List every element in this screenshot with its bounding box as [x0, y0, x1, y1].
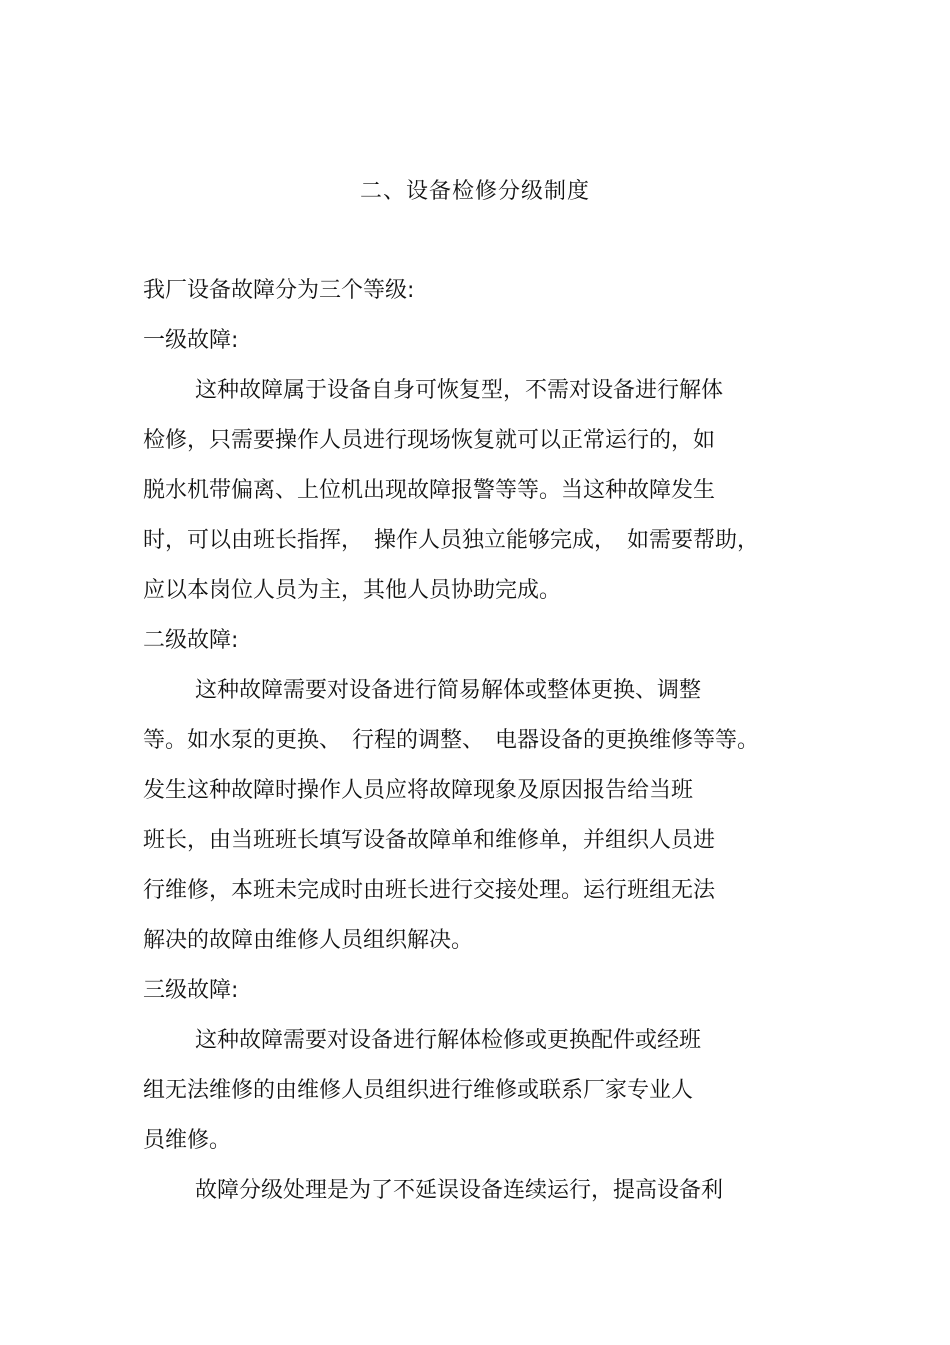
level-one-heading: 一级故障:	[143, 328, 239, 353]
level-two-paragraph-line: 等。如水泵的更换、 行程的调整、 电器设备的更换维修等等。	[143, 728, 760, 753]
document-body	[143, 275, 793, 1225]
level-two-paragraph-line: 解决的故障由维修人员组织解决。	[143, 928, 474, 953]
level-one-paragraph-line: 应以本岗位人员为主，其他人员协助完成。	[143, 578, 562, 603]
level-two-heading: 二级故障:	[143, 628, 239, 653]
level-three-paragraph-line: 这种故障需要对设备进行解体检修或更换配件或经班	[195, 1028, 702, 1053]
intro-line: 我厂设备故障分为三个等级:	[143, 278, 415, 303]
level-one-paragraph-line: 这种故障属于设备自身可恢复型，不需对设备进行解体	[195, 378, 724, 403]
level-one-paragraph-line: 时，可以由班长指挥， 操作人员独立能够完成， 如需要帮助，	[143, 528, 760, 553]
level-one-paragraph-line: 检修，只需要操作人员进行现场恢复就可以正常运行的，如	[143, 428, 716, 453]
level-two-paragraph-line: 发生这种故障时操作人员应将故障现象及原因报告给当班	[143, 778, 694, 803]
page-title: 二、设备检修分级制度	[359, 179, 590, 204]
level-three-heading: 三级故障:	[143, 978, 239, 1003]
level-three-paragraph-line: 员维修。	[143, 1128, 232, 1153]
level-two-paragraph-line: 行维修，本班未完成时由班长进行交接处理。运行班组无法	[143, 878, 716, 903]
level-three-paragraph-line: 组无法维修的由维修人员组织进行维修或联系厂家专业人	[143, 1078, 694, 1103]
level-two-paragraph-line: 班长，由当班班长填写设备故障单和维修单，并组织人员进	[143, 828, 716, 853]
summary-paragraph-line: 故障分级处理是为了不延误设备连续运行，提高设备利	[195, 1178, 724, 1203]
level-two-paragraph-line: 这种故障需要对设备进行简易解体或整体更换、调整	[195, 678, 702, 703]
level-one-paragraph-line: 脱水机带偏离、上位机出现故障报警等等。当这种故障发生	[143, 478, 716, 503]
